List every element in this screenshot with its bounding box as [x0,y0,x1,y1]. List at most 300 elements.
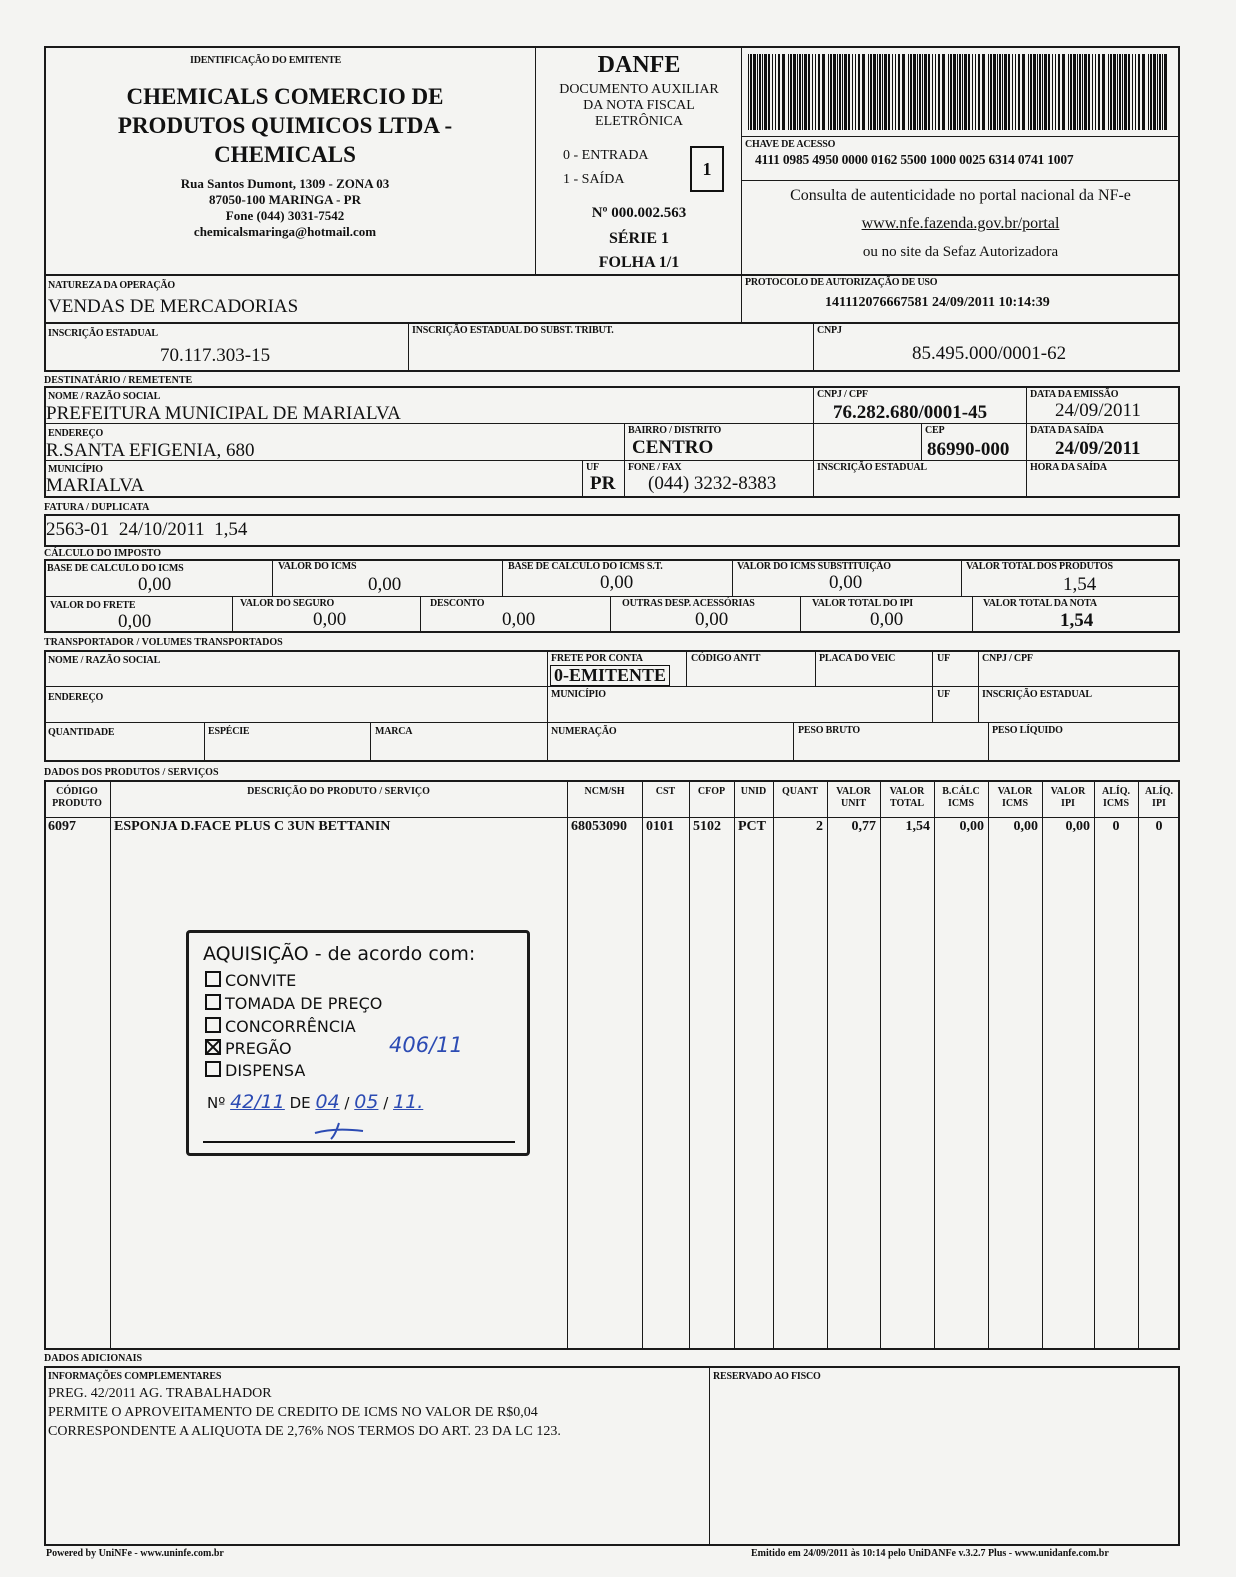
barcode-bar [938,54,940,130]
barcode-bar [804,54,807,130]
column-divider [1042,780,1043,1350]
barcode-bar [957,54,958,130]
barcode-bar [753,54,756,130]
barcode-bar [1095,54,1096,130]
dest-ie-label: INSCRIÇÃO ESTADUAL [817,462,927,473]
barcode-bar [1058,54,1060,130]
barcode-bar [828,54,829,130]
table-cell: 0 [1112,819,1120,834]
barcode-bar [964,54,967,130]
emitente-contact [110,176,460,240]
chave-portal[interactable]: www.nfe.fazenda.gov.br/portal [861,215,1060,232]
table-cell: 0,77 [851,819,876,834]
barcode-bar [910,54,912,130]
barcode-bar [908,54,909,130]
info-line-3: CORRESPONDENTE A ALIQUOTA DE 2,76% NOS TERMOS DO ART. 23 DA LC 123. [48,1424,561,1439]
divider [813,386,814,498]
checkbox-icon [205,1017,221,1033]
barcode-bar [839,54,841,130]
divider [44,817,1180,818]
dest-nome: PREFEITURA MUNICIPAL DE MARIALVA [46,403,401,424]
column-divider [689,780,690,1350]
barcode-bar [772,54,773,130]
desconto-value: 0,00 [502,609,536,630]
barcode-bar [919,54,921,130]
divider [741,136,1180,137]
divider [1026,386,1027,498]
table-cell: 2 [816,819,823,834]
column-header: VALOR IPI [1050,786,1086,809]
barcode-bar [1042,54,1043,130]
total-nota-value: 1,54 [1060,610,1094,631]
barcode-bar [757,54,758,130]
column-header: QUANT [781,786,819,797]
barcode-bar [950,54,952,130]
stamp-number-line: Nº 42/11 DE 04 / 05 / 11. [207,1091,424,1113]
barcode-bar [922,54,923,130]
transp-qtd-label: QUANTIDADE [48,727,115,738]
divider [921,423,922,460]
emitente-name-line3: CHEMICALS [214,142,356,167]
dest-bairro: CENTRO [632,437,714,458]
divider [800,596,801,633]
stamp-option-pregao [205,1039,292,1058]
barcode-bar [775,54,776,130]
barcode-bar [882,54,883,130]
info-text [48,1384,561,1441]
divider [610,596,611,633]
barcode-bar [902,54,905,130]
barcode-bar [868,54,869,130]
barcode-bar [988,54,989,130]
divider [232,596,233,633]
divider [741,46,742,276]
column-header: ALÍQ. IPI [1144,786,1174,809]
emitente-label: IDENTIFICAÇÃO DO EMITENTE [190,55,342,66]
barcode-bar [788,54,789,130]
transp-mun-label: MUNICÍPIO [551,689,606,700]
transp-antt-label: CÓDIGO ANTT [691,653,761,664]
barcode-bar [972,54,973,130]
danfe-title: DANFE [597,52,681,78]
dest-endereco: R.SANTA EFIGENIA, 680 [46,440,255,461]
barcode-bar [1113,54,1116,130]
barcode-bar [879,54,881,130]
barcode-bar [778,54,780,130]
divider [732,559,733,596]
column-divider [110,780,111,1350]
stamp-pregao-handwritten: 406/11 [389,1033,463,1057]
danfe-folha: FOLHA 1/1 [598,254,680,271]
emitente-address: Rua Santos Dumont, 1309 - ZONA 03 [180,176,390,191]
divider [741,274,742,324]
barcode-bar [812,54,813,130]
divider [972,596,973,633]
barcode-bar [1108,54,1109,130]
column-divider [567,780,568,1350]
divider [932,650,933,722]
base-icms-st-label: BASE DE CALCULO DO ICMS S.T. [508,561,663,572]
stamp-signature-line [203,1141,515,1143]
checkbox-icon [205,994,221,1010]
ie-value: 70.117.303-15 [160,345,271,366]
barcode-bar [1150,54,1152,130]
stamp-option-convite [205,971,296,990]
barcode-bar [768,54,770,130]
barcode-bar [852,54,853,130]
stamp-option-concorrencia [205,1017,356,1036]
ie-label: INSCRIÇÃO ESTADUAL [48,328,158,339]
divider [978,650,979,722]
stamp-option-label: DISPENSA [225,1061,306,1080]
barcode-bar [975,54,976,130]
barcode-bar [1079,54,1081,130]
barcode-bar [873,54,876,130]
column-divider [642,780,643,1350]
barcode-bar [959,54,961,130]
barcode-bar [848,54,850,130]
barcode-bar [1157,54,1158,130]
checkbox-icon [205,1061,221,1077]
barcode-bar [1102,54,1105,130]
dest-fone: (044) 3232-8383 [648,473,777,494]
valor-icms-sub-label: VALOR DO ICMS SUBSTITUIÇÃO [737,561,891,572]
barcode-bar [1077,54,1078,130]
divider [988,722,989,762]
barcode-bar [808,54,810,130]
total-nota-label: VALOR TOTAL DA NOTA [983,598,1097,609]
barcode-bar [942,54,945,130]
table-cell: ESPONJA D.FACE PLUS C 3UN BETTANIN [114,819,391,834]
protocolo-label: PROTOCOLO DE AUTORIZAÇÃO DE USO [745,277,938,288]
protocolo-value: 141112076667581 24/09/2011 10:14:39 [825,295,1050,310]
danfe-subtitle-1: DOCUMENTO AUXILIAR [559,82,719,97]
barcode-bar [793,54,796,130]
barcode-bar [1033,54,1036,130]
barcode-bar [837,54,838,130]
barcode-bar [1004,54,1007,130]
column-header: VALOR ICMS [997,786,1033,809]
barcode-bar [1002,54,1003,130]
transp-section: TRANSPORTADOR / VOLUMES TRANSPORTADOS [44,637,283,648]
table-cell: 0,00 [1065,819,1090,834]
column-header: VALOR UNIT [836,786,871,809]
barcode-bar [913,54,916,130]
barcode-bar [1128,54,1130,130]
barcode-bar [1135,54,1136,130]
column-header: NCM/SH [584,786,625,797]
footer-left: Powered by UniNFe - www.uninfe.com.br [46,1548,224,1559]
dest-emissao: 24/09/2011 [1055,400,1141,421]
barcode-bar [962,54,963,130]
barcode-bar [1018,54,1020,130]
footer-right: Emitido em 24/09/2011 às 10:14 pelo UniDANFe v.3.2.7 Plus - www.unidanfe.com.br [751,1548,1109,1559]
barcode-bar [1039,54,1041,130]
table-cell: 1,54 [905,819,930,834]
ie-st-label: INSCRIÇÃO ESTADUAL DO SUBST. TRIBUT. [412,325,614,336]
cnpj-label: CNPJ [817,325,842,336]
barcode-bar [818,54,820,130]
dest-uf: PR [590,473,616,494]
stamp-option-dispensa [205,1061,305,1080]
emitente-email: chemicalsmaringa@hotmail.com [193,224,377,239]
barcode-bar [748,54,749,130]
barcode-bar [1008,54,1010,130]
stamp-num-handwritten: 42/11 [230,1091,285,1113]
stamp-year-handwritten: 11. [393,1091,424,1113]
dest-hora-label: HORA DA SAÍDA [1030,462,1107,473]
column-header: CST [655,786,676,797]
dest-cep: 86990-000 [927,439,1010,460]
chave-consulta: Consulta de autenticidade no portal nacional da NF-e [790,187,1131,204]
transp-cnpj-label: CNPJ / CPF [982,653,1033,664]
barcode-bar [762,54,763,130]
chave-value: 4111 0985 4950 0000 0162 5500 1000 0025 6314 0741 1007 [755,152,1074,167]
imposto-section: CÁLCULO DO IMPOSTO [44,548,162,559]
cnpj-value: 85.495.000/0001-62 [912,343,1067,364]
transp-nome-label: NOME / RAZÃO SOCIAL [48,655,161,666]
dest-section: DESTINATÁRIO / REMETENTE [44,375,193,386]
stamp-month-handwritten: 05 [354,1091,379,1113]
transp-esp-label: ESPÉCIE [208,726,250,737]
emitente-name-line1: CHEMICALS COMERCIO DE [126,84,444,109]
dest-end-label: ENDEREÇO [48,428,104,439]
barcode-bar [1148,54,1149,130]
chave-sefaz: ou no site da Sefaz Autorizadora [862,244,1059,260]
valor-icms-label: VALOR DO ICMS [278,561,357,572]
danfe-numero: Nº 000.002.563 [591,205,687,221]
barcode-bar [1110,54,1112,130]
danfe-tipo-box: 1 [690,146,724,192]
barcode-bar [790,54,792,130]
barcode-bar [917,54,918,130]
chave-label: CHAVE DE ACESSO [745,139,836,150]
transp-liq-label: PESO LÍQUIDO [992,725,1063,736]
barcode-bar [935,54,936,130]
dest-cnpj: 76.282.680/0001-45 [833,402,988,423]
valor-icms-sub-value: 0,00 [829,572,863,593]
stamp-de: DE [289,1094,311,1112]
seguro-label: VALOR DO SEGURO [240,598,335,609]
barcode-bar [797,54,798,130]
divider [686,650,687,686]
emitente-name-line2: PRODUTOS QUIMICOS LTDA - [117,113,453,138]
barcode-bar [898,54,900,130]
natureza-label: NATUREZA DA OPERAÇÃO [48,280,175,291]
barcode-bar [1068,54,1069,130]
barcode-bar [895,54,896,130]
barcode-bar [1162,54,1163,130]
divider [408,322,409,372]
stamp-option-label: TOMADA DE PREÇO [225,994,383,1013]
checkbox-checked-icon [205,1039,221,1055]
emitente-phone: Fone (044) 3031-7542 [225,208,345,223]
barcode-bar [1052,54,1053,130]
barcode-bar [1159,54,1161,130]
barcode-bar [1037,54,1038,130]
info-line-1: PREG. 42/2011 AG. TRABALHADOR [48,1386,272,1401]
total-produtos-value: 1,54 [1063,574,1097,595]
frete-label: VALOR DO FRETE [50,600,136,611]
barcode-bar [1098,54,1100,130]
table-cell: 5102 [693,819,721,834]
base-icms-st-value: 0,00 [600,572,634,593]
transp-uf-label: UF [937,653,950,664]
barcode-bar [982,54,985,130]
divider [44,686,1180,687]
barcode-bar [830,54,832,130]
barcode-bar [1055,54,1056,130]
fatura-section: FATURA / DUPLICATA [44,502,150,513]
danfe-subtitle [537,82,741,130]
base-icms-value: 0,00 [138,574,172,595]
barcode-bar [948,54,949,130]
danfe-serie: SÉRIE 1 [608,230,670,247]
divider [741,180,1180,181]
total-produtos-label: VALOR TOTAL DOS PRODUTOS [966,561,1113,572]
stamp-option-label: CONCORRÊNCIA [225,1017,356,1036]
dest-saida: 24/09/2011 [1055,438,1141,459]
stamp-option-label: PREGÃO [225,1039,292,1058]
column-divider [1138,780,1139,1350]
divider [44,722,1180,723]
barcode-bar [759,54,761,130]
desconto-label: DESCONTO [430,598,485,609]
barcode-bar [953,54,956,130]
divider [815,650,816,686]
divider [582,460,583,498]
barcode-bar [1022,54,1025,130]
fisco-label: RESERVADO AO FISCO [713,1371,821,1382]
dest-cnpj-label: CNPJ / CPF [817,389,868,400]
barcode-bar [978,54,980,130]
transp-frete-value: 0-EMITENTE [550,665,670,686]
divider [535,46,536,276]
column-header: VALOR TOTAL [889,786,925,809]
barcode-bar [1117,54,1118,130]
column-header: UNID [740,786,767,797]
barcode-bar [815,54,816,130]
barcode-bar [1124,54,1127,130]
barcode-bar [1073,54,1076,130]
barcode-bar [990,54,992,130]
emitente-cep-city: 87050-100 MARINGA - PR [208,192,361,207]
divider [547,650,548,762]
column-divider [734,780,735,1350]
barcode-bar [1164,54,1167,130]
barcode-bar [1119,54,1121,130]
barcode-bar [1012,54,1013,130]
divider [44,596,1180,597]
fatura-value: 2563-01 24/10/2011 1,54 [46,519,248,540]
stamp-num-prefix: Nº [207,1094,226,1112]
divider [272,559,273,596]
table-cell: 0101 [646,819,674,834]
barcode-bar [993,54,996,130]
barcode-bar [1062,54,1065,130]
danfe-entrada: 0 - ENTRADA [563,148,649,163]
divider [502,559,503,596]
column-header: CÓDIGO PRODUTO [52,786,102,809]
barcode-bar [858,54,860,130]
dest-emissao-label: DATA DA EMISSÃO [1030,389,1119,400]
outras-label: OUTRAS DESP. ACESSÓRIAS [622,598,755,609]
divider [624,423,625,498]
column-divider [880,780,881,1350]
column-divider [934,780,935,1350]
barcode-bar [1084,54,1087,130]
table-cell: 0,00 [1013,819,1038,834]
base-icms-label: BASE DE CALCULO DO ICMS [47,563,184,574]
column-divider [827,780,828,1350]
table-cell: 0 [1155,819,1163,834]
barcode-bar [999,54,1001,130]
seguro-value: 0,00 [313,609,347,630]
transp-placa-label: PLACA DO VEIC [819,653,896,664]
emitente-name [70,82,500,169]
barcode-bar [877,54,878,130]
barcode-bar [888,54,890,130]
barcode-bar [928,54,930,130]
dest-bairro-label: BAIRRO / DISTRITO [628,425,722,436]
dest-fone-label: FONE / FAX [628,462,682,473]
dest-cep-label: CEP [925,425,945,436]
checkbox-icon [205,971,221,987]
barcode [748,54,1168,130]
barcode-bar [892,54,893,130]
barcode-bar [855,54,856,130]
outras-value: 0,00 [695,609,729,630]
barcode-bar [842,54,843,130]
barcode-bar [1082,54,1083,130]
table-cell: 0,00 [959,819,984,834]
divider [793,722,794,762]
barcode-bar [844,54,847,130]
column-header: CFOP [697,786,726,797]
divider [370,722,371,762]
divider [420,596,421,633]
transp-ie-label: INSCRIÇÃO ESTADUAL [982,689,1092,700]
barcode-bar [782,54,785,130]
transp-end-label: ENDEREÇO [48,692,104,703]
stamp-title: AQUISIÇÃO - de acordo com: [203,943,476,965]
barcode-bar [799,54,801,130]
dest-saida-label: DATA DA SAÍDA [1030,425,1104,436]
dest-mun-label: MUNICÍPIO [48,464,103,475]
info-line-2: PERMITE O APROVEITAMENTO DE CREDITO DE ICMS NO VALOR DE R$0,04 [48,1405,538,1420]
stamp-option-label: CONVITE [225,971,297,990]
transp-marca-label: MARCA [375,726,413,737]
barcode-bar [997,54,998,130]
table-cell: 68053090 [571,819,627,834]
barcode-bar [870,54,872,130]
divider [204,722,205,762]
transp-bruto-label: PESO BRUTO [798,725,860,736]
column-divider [1094,780,1095,1350]
info-label: INFORMAÇÕES COMPLEMENTARES [48,1371,222,1382]
barcode-bar [1138,54,1140,130]
barcode-bar [1122,54,1123,130]
divider [709,1366,710,1546]
barcode-bar [764,54,767,130]
dest-uf-label: UF [586,462,599,473]
column-header: DESCRIÇÃO DO PRODUTO / SERVIÇO [247,786,430,797]
column-header: ALÍQ. ICMS [1101,786,1131,809]
barcode-bar [1088,54,1090,130]
total-ipi-value: 0,00 [870,609,904,630]
barcode-bar [862,54,865,130]
barcode-bar [1142,54,1145,130]
